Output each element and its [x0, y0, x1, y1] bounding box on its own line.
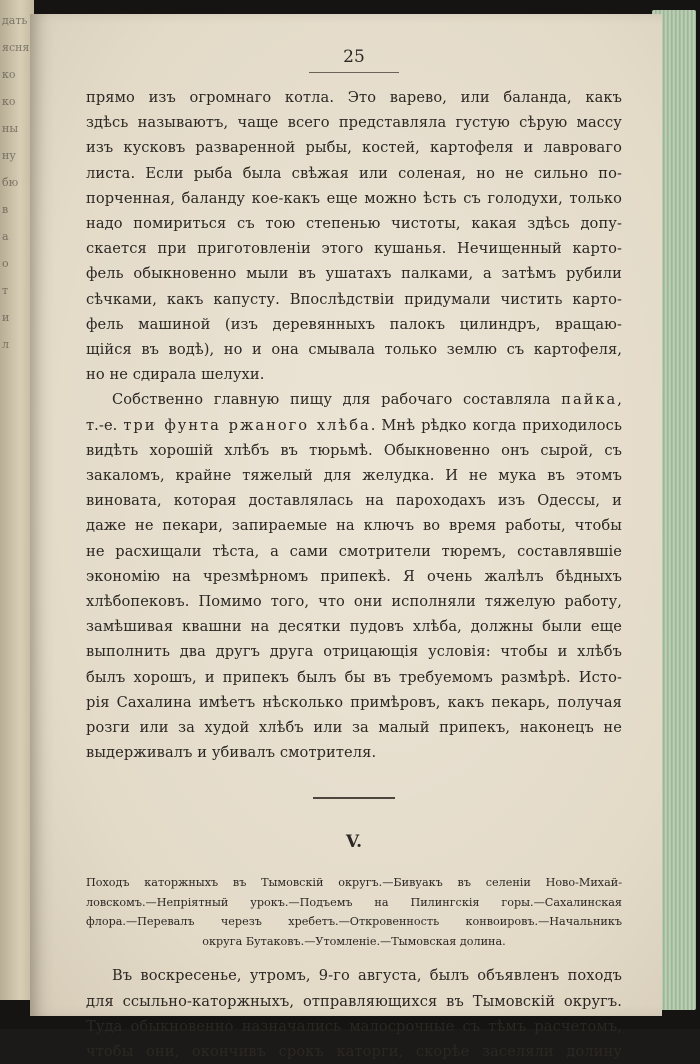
- text-line: чтобы они, окончивъ срокъ каторги, скорѣе заселяли долину: [86, 1043, 622, 1061]
- text-line: экономію на чрезмѣрномъ припекѣ. Я очень жалѣлъ бѣдныхъ: [86, 567, 622, 585]
- text-line: Въ воскресенье, утромъ, 9-го августа, былъ объявленъ походъ: [112, 967, 622, 985]
- page-number: 25: [343, 47, 365, 67]
- chapter-number: V.: [345, 832, 363, 853]
- prev-page-fragment: а: [2, 230, 9, 243]
- prev-page-fragment: ну: [2, 149, 16, 162]
- paragraph-3: [86, 963, 622, 1064]
- prev-page-fragment: т: [2, 284, 9, 297]
- prev-page-fragment: л: [2, 338, 9, 351]
- text-line: Туда обыкновенно назначались малосрочные съ тѣмъ расчетомъ,: [86, 1017, 622, 1035]
- section-divider: [313, 797, 395, 799]
- summary-line: ловскомъ.—Непріятный урокъ.—Подъемъ на Пилингскія горы.—Сахалинская: [86, 895, 622, 909]
- text-line: закаломъ, крайне тяжелый для желудка. И не мука въ этомъ: [86, 467, 622, 485]
- text-run: Собственно главную пищу для рабочаго составляла: [112, 391, 562, 409]
- emphasized-term: три фунта ржаного хлѣба: [123, 416, 371, 434]
- text-line: видѣть хорошій хлѣбъ въ тюрьмѣ. Обыкновенно онъ сырой, съ: [86, 441, 622, 459]
- text-line: [86, 387, 622, 412]
- previous-page-edge: [0, 0, 34, 1000]
- text-line: здѣсь называютъ, чаще всего представляла густую сѣрую массу: [86, 114, 622, 132]
- paragraph-1: [86, 85, 622, 387]
- summary-line: флора.—Перевалъ черезъ хребетъ.—Откровенность конвоировъ.—Начальникъ: [86, 915, 622, 929]
- paragraph-2: [86, 387, 622, 765]
- text-line: [86, 413, 622, 438]
- text-line: листа. Если рыба была свѣжая или соленая, но не сильно по-: [86, 164, 622, 182]
- prev-page-fragment: ко: [2, 68, 16, 81]
- text-run: . Мнѣ рѣдко когда приходилось: [370, 416, 622, 434]
- text-line: даже не пекари, запираемые на ключъ во время работы, чтобы: [86, 517, 622, 535]
- text-line: надо помириться съ тою степенью чистоты, какая здѣсь допу-: [86, 215, 622, 233]
- text-run: ,: [617, 391, 622, 409]
- text-line: сѣчками, какъ капусту. Впослѣдствіи придумали чистить карто-: [86, 290, 622, 308]
- prev-page-fragment: бю: [2, 176, 19, 189]
- book-page: [30, 14, 662, 1061]
- text-line: выдерживалъ и убивалъ смотрителя.: [86, 744, 377, 762]
- text-line: виновата, которая доставлялась на пароходахъ изъ Одессы, и: [86, 492, 622, 510]
- text-line: розги или за худой хлѣбъ или за малый припекъ, наконецъ не: [86, 719, 622, 737]
- text-line: хлѣбопековъ. Помимо того, что они исполняли тяжелую работу,: [86, 593, 622, 611]
- text-run: т.-е.: [86, 416, 124, 434]
- text-line: порченная, баланду кое-какъ еще можно ѣсть съ голодухи, только: [86, 189, 622, 207]
- text-line: замѣшивая квашни на десятки пудовъ хлѣба, должны были еще: [86, 618, 622, 636]
- text-line: щійся въ водѣ), но и она смывала только землю съ картофеля,: [86, 341, 622, 359]
- text-line: выполнить два другъ друга отрицающія условія: чтобы и хлѣбъ: [86, 643, 622, 661]
- text-line: не расхищали тѣста, а сами смотрители тюремъ, составлявшіе: [86, 542, 622, 560]
- text-line: рія Сахалина имѣетъ нѣсколько примѣровъ, какъ пекарь, получая: [86, 693, 622, 711]
- emphasized-term: пайка: [561, 391, 618, 409]
- text-line: фель обыкновенно мыли въ ушатахъ палками, а затѣмъ рубили: [86, 265, 622, 283]
- prev-page-fragment: дать: [2, 14, 28, 27]
- prev-page-fragment: и: [2, 311, 10, 324]
- text-line: но не сдирала шелухи.: [86, 366, 265, 384]
- text-line: для ссыльно-каторжныхъ, отправляющихся въ Тымовскій округъ.: [86, 992, 622, 1010]
- page-content: [86, 46, 622, 1064]
- text-line: прямо изъ огромнаго котла. Это варево, или баланда, какъ: [86, 89, 622, 106]
- prev-page-fragment: о: [2, 257, 9, 270]
- text-line: изъ кусковъ разваренной рыбы, костей, картофеля и лавроваго: [86, 139, 622, 157]
- prev-page-fragment: в: [2, 203, 9, 216]
- text-line: былъ хорошъ, и припекъ былъ бы въ требуемомъ размѣрѣ. Исто-: [86, 668, 622, 686]
- text-line: скается при приготовленіи этого кушанья. Нечищенный карто-: [86, 240, 622, 258]
- summary-line: округа Бутаковъ.—Утомленіе.—Тымовская долина.: [202, 934, 506, 948]
- header-rule: [309, 72, 399, 73]
- prev-page-fragment: ясня: [2, 41, 30, 54]
- text-line: фель машиной (изъ деревянныхъ палокъ цилиндръ, вращаю-: [86, 315, 622, 333]
- chapter-summary: [86, 873, 622, 951]
- prev-page-fragment: ко: [2, 95, 16, 108]
- summary-line: Походъ каторжныхъ въ Тымовскій округъ.—Бивуакъ въ селеніи Ново-Михай-: [86, 876, 622, 890]
- prev-page-fragment: ны: [2, 122, 19, 135]
